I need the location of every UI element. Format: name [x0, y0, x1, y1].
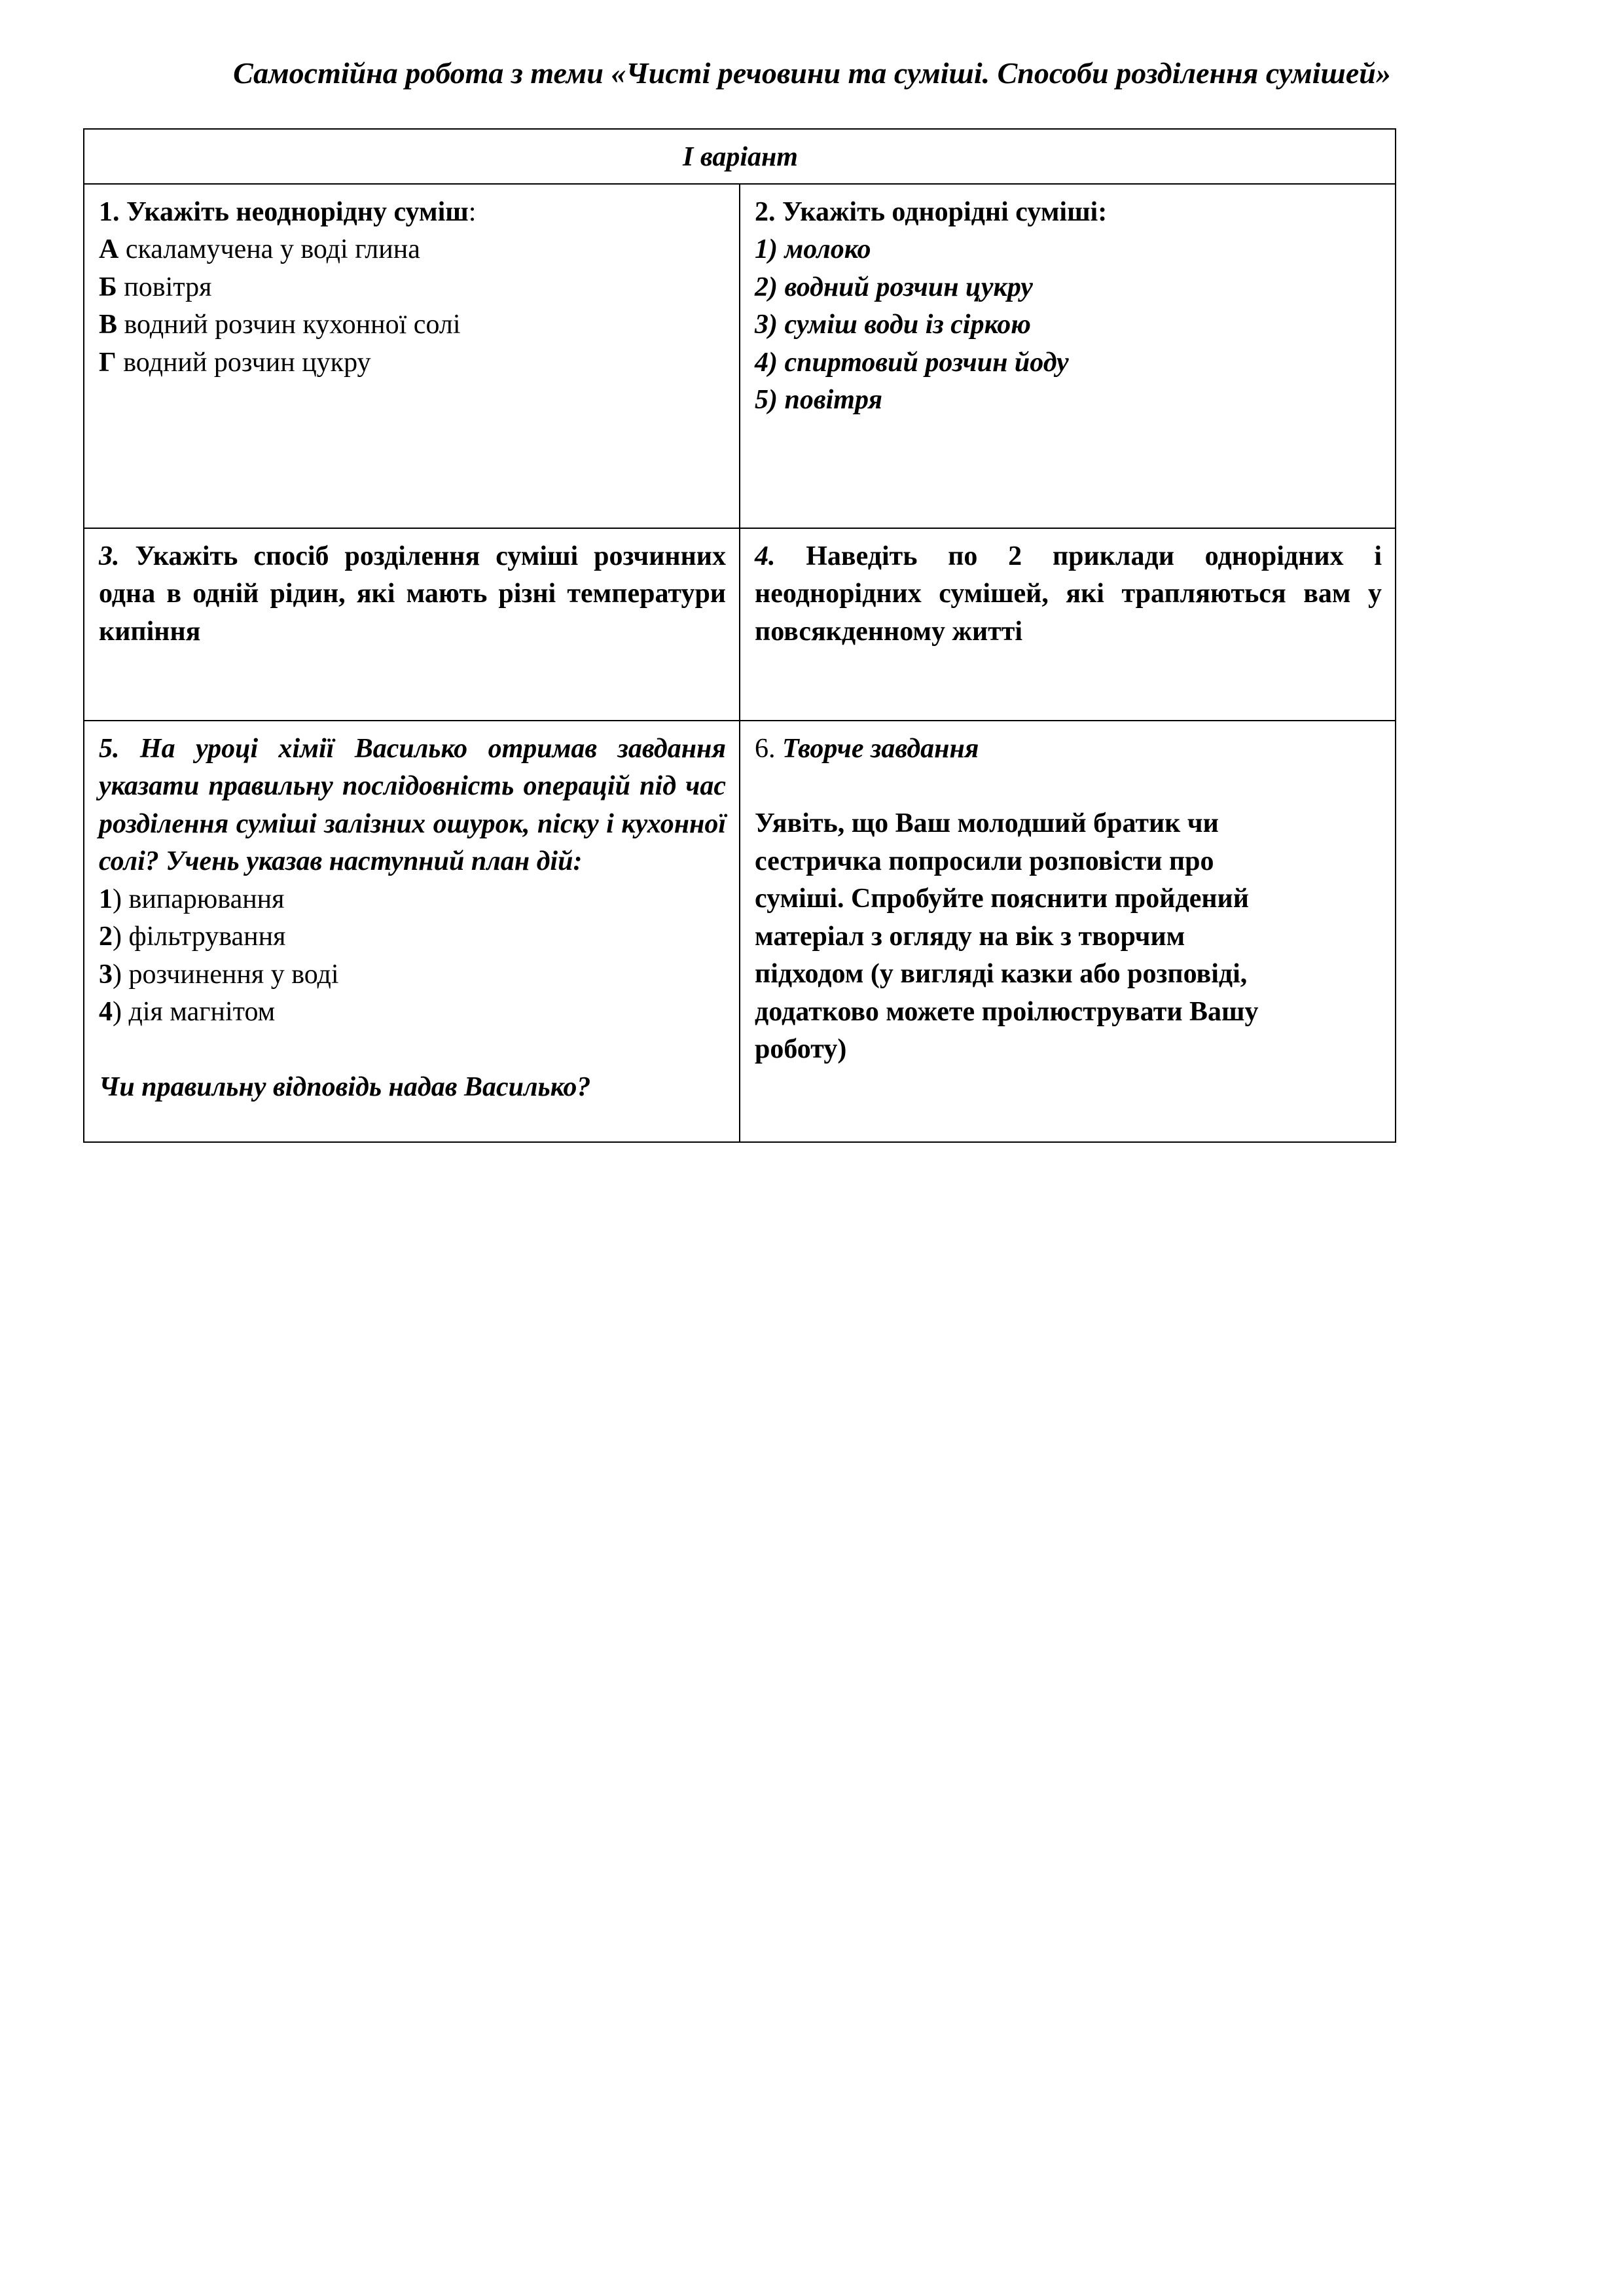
- task-6-cell: [740, 721, 1396, 1142]
- spacer: [99, 1031, 726, 1069]
- task-row-1: [84, 184, 1396, 528]
- task-row-3: [84, 721, 1396, 1142]
- task-1-cell: [84, 184, 740, 528]
- task-6-line: додатково можете проілюструвати Вашу: [755, 996, 1259, 1027]
- task-4-text: 4. Наведіть по 2 приклади однорідних і неоднорідних сумішей, які трапляються вам у повсякденному житті: [755, 541, 1382, 647]
- variant-label: І варіант: [84, 129, 1396, 184]
- task-2-option: 4) спиртовий розчин йоду: [755, 347, 1069, 378]
- spacer: [755, 768, 1382, 805]
- task-row-2: [84, 528, 1396, 721]
- task-2-option: 5) повітря: [755, 385, 883, 415]
- task-2-option: 1) молоко: [755, 234, 871, 264]
- task-2-cell: [740, 184, 1396, 528]
- task-3-text: 3. Укажіть спосіб розділення суміші розчинних одна в одній рідин, які мають різні температури кипіння: [99, 541, 727, 647]
- page-title: Самостійна робота з теми «Чисті речовини та суміші. Способи розділення сумішей»: [233, 56, 1391, 90]
- task-5-step: 3) розчинення у воді: [99, 959, 339, 990]
- worksheet-table: [83, 128, 1396, 1143]
- task-5-step: 4) дія магнітом: [99, 997, 276, 1027]
- task-5-step: 1) випарювання: [99, 884, 285, 914]
- task-6-line: роботу): [755, 1034, 847, 1064]
- task-1-option: В водний розчин кухонної солі: [99, 310, 461, 340]
- task-6-heading: 6. Творче завдання: [755, 733, 979, 764]
- variant-row: [84, 129, 1396, 184]
- task-3-cell: [84, 528, 740, 721]
- task-6-line: підходом (у вигляді казки або розповіді,: [755, 959, 1248, 989]
- task-1-option: Г водний розчин цукру: [99, 347, 371, 378]
- task-4-cell: [740, 528, 1396, 721]
- task-2-option: 3) суміш води із сіркою: [755, 310, 1031, 340]
- task-6-line: матеріал з огляду на вік з творчим: [755, 921, 1185, 952]
- task-6-line: сестричка попросили розповісти про: [755, 846, 1214, 876]
- task-1-question: 1. Укажіть неоднорідну суміш:: [99, 196, 477, 227]
- task-2-question: 2. Укажіть однорідні суміші:: [755, 196, 1108, 227]
- task-6-line: Уявіть, що Ваш молодший братик чи: [755, 808, 1219, 838]
- task-5-cell: [84, 721, 740, 1142]
- task-5-final-question: Чи правильну відповідь надав Василько?: [99, 1071, 591, 1102]
- task-2-option: 2) водний розчин цукру: [755, 272, 1033, 302]
- task-5-step: 2) фільтрування: [99, 922, 286, 952]
- task-6-line: суміші. Спробуйте пояснити пройдений: [755, 884, 1249, 914]
- task-5-text: 5. На уроці хімії Василько отримав завдання указати правильну послідовність операцій під час розділення суміші залізних ошурок, піску і кухонної солі? Учень указав наступний план дій:: [99, 733, 727, 876]
- task-1-option: Б повітря: [99, 272, 212, 302]
- task-1-option: А скаламучена у воді глина: [99, 234, 420, 264]
